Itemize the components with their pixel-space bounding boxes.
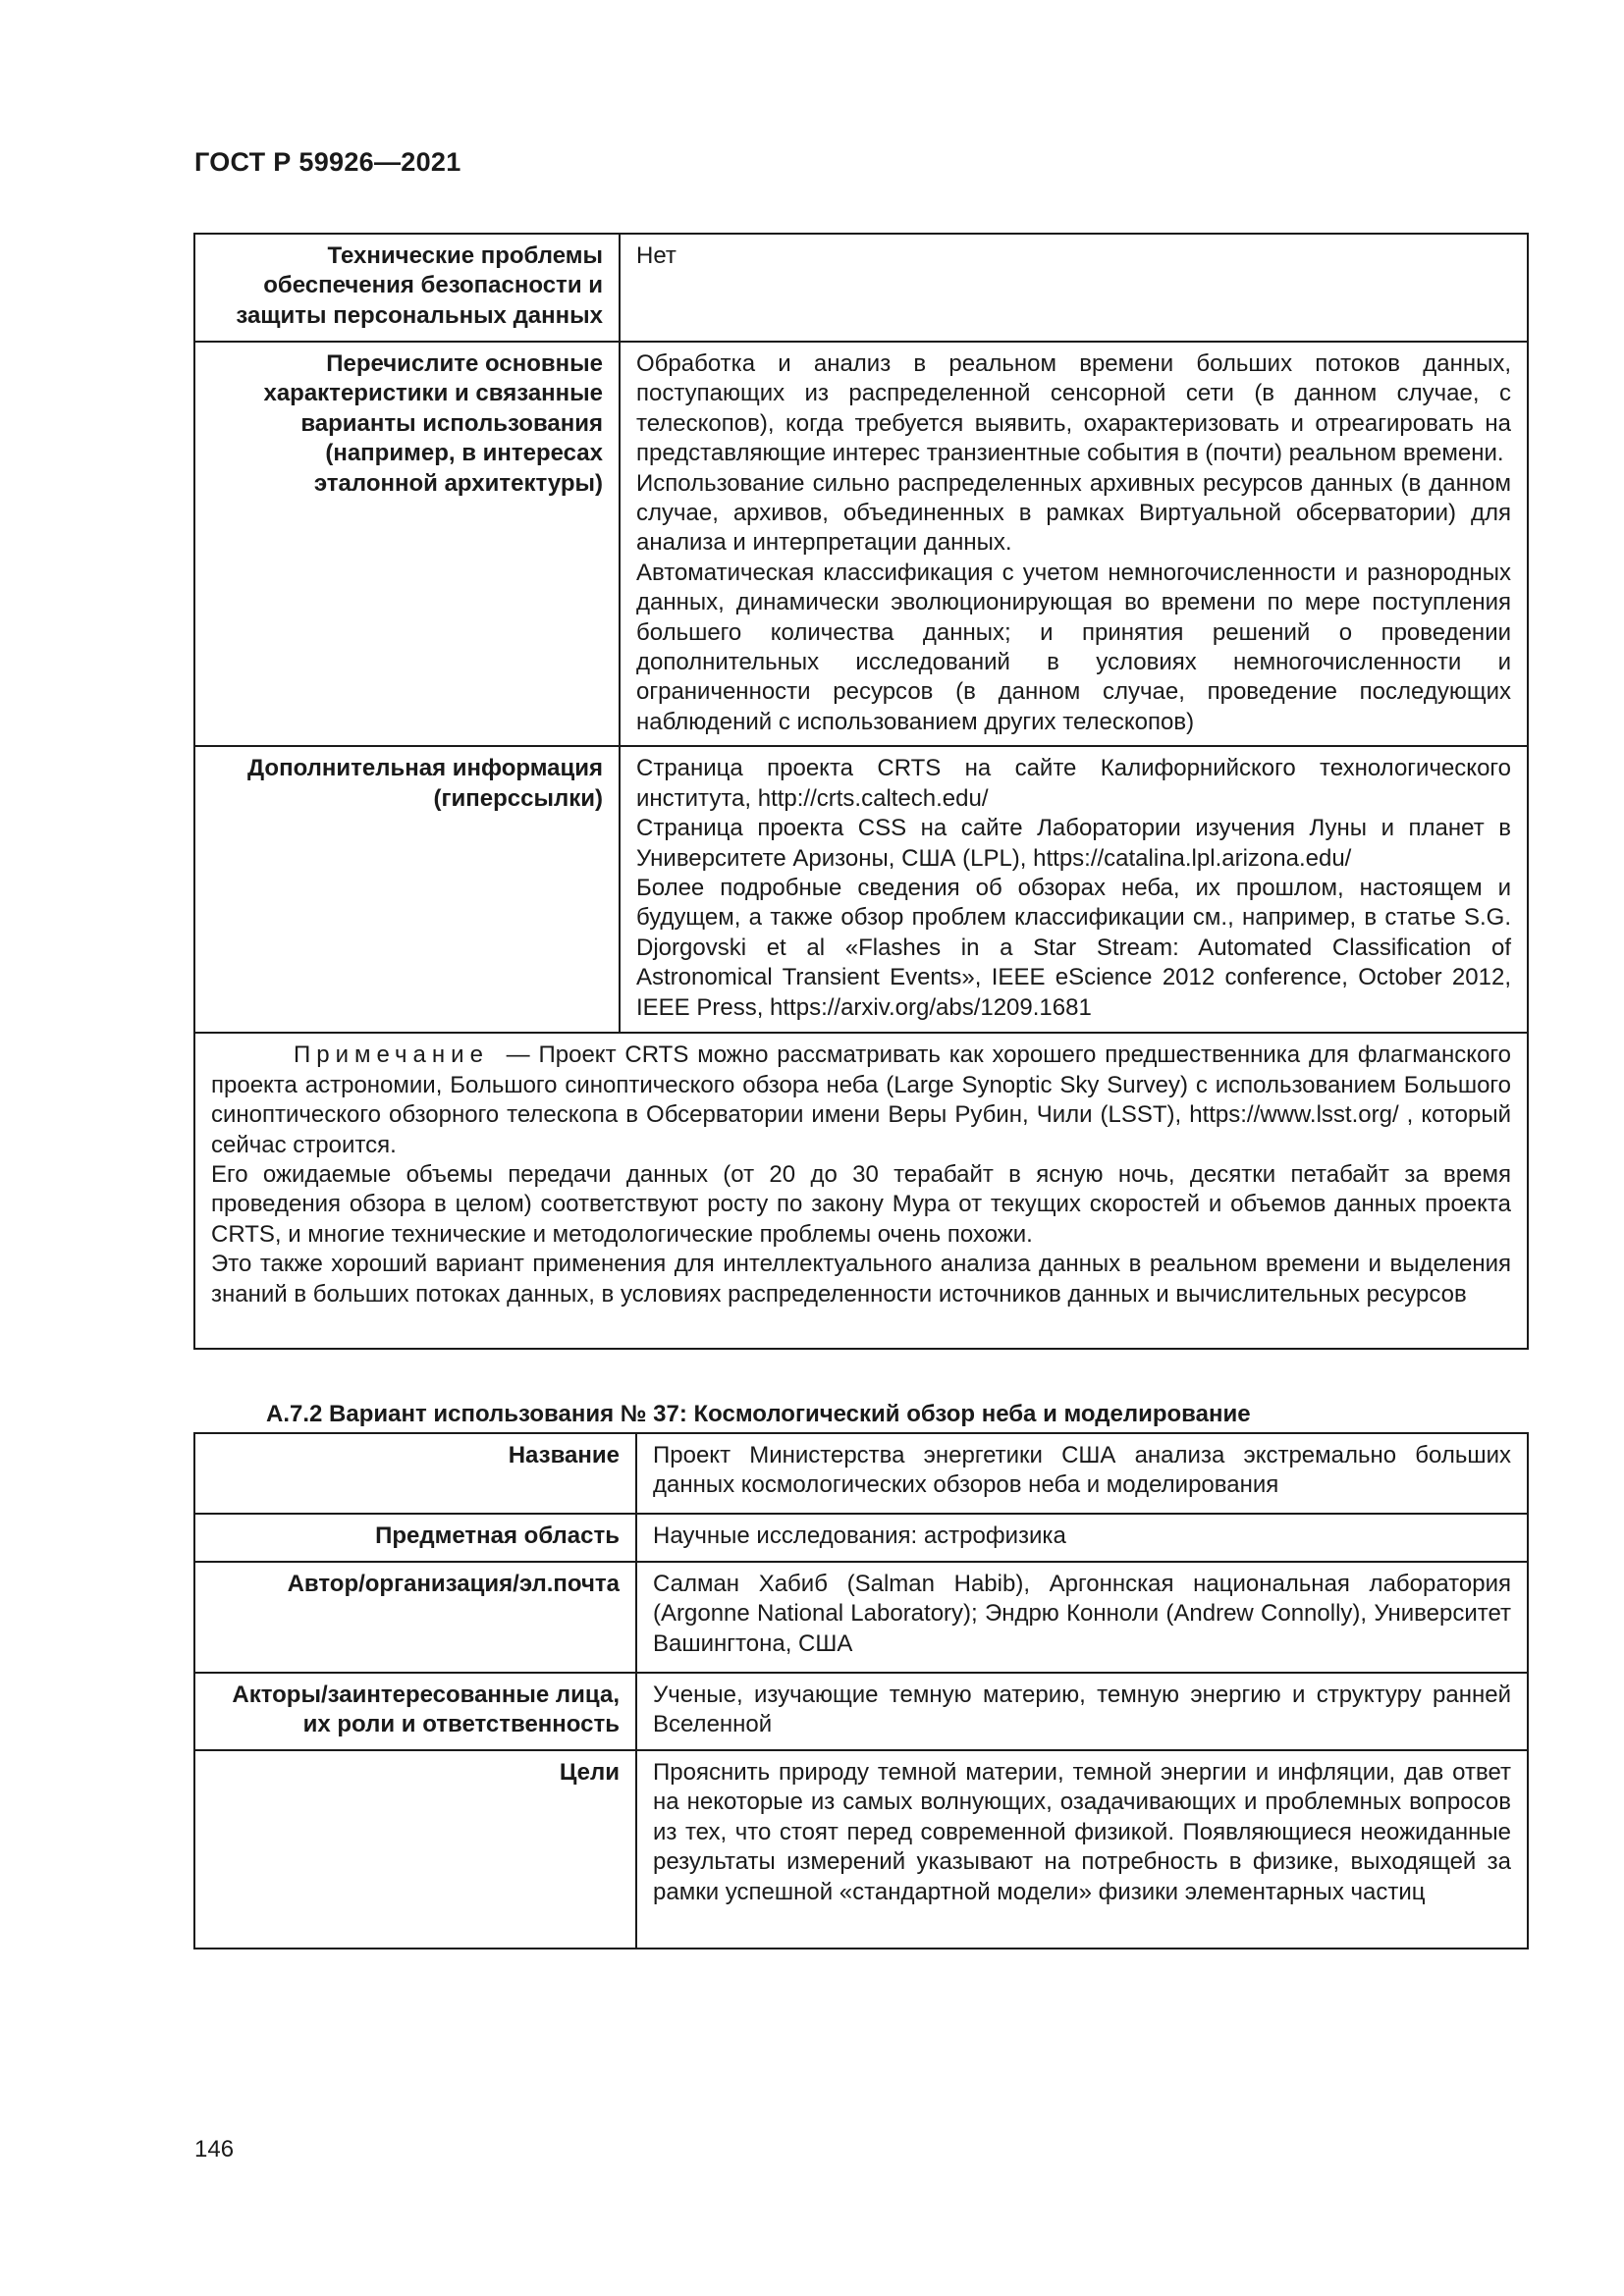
- page-number: 146: [194, 2136, 235, 2163]
- table-row: [194, 1562, 1528, 1673]
- value-paragraph: Нет: [636, 242, 677, 269]
- note-paragraph: Его ожидаемые объемы передачи данных (от 20 до 30 терабайт в ясную ночь, десятки петабайт за время проведения обзора в целом) соответствуют росту по закону Мура от текущих скоростей и объемов данных проекта CRTS, и многие технические и методологические проблемы очень похожи.: [211, 1160, 1511, 1248]
- note-text: — Проект CRTS можно рассматривать как хорошего предшественника для флагманского проекта астрономии, Большого синоптического обзора неба (Large Synoptic Sky Survey) с использованием Большого синоптического обзорного телескопа в Обсерватории имени Веры Рубин, Чили (LSST), https://www.lsst.org/ , который сейчас строится.: [211, 1041, 1511, 1158]
- table-row: [194, 234, 1528, 342]
- row-label-subject-area: Предметная область: [194, 1514, 636, 1562]
- row-value-characteristics: [620, 342, 1528, 746]
- row-value-additional-info: [620, 746, 1528, 1033]
- value-paragraph: Обработка и анализ в реальном времени больших потоков данных, поступающих из распределенной сенсорной сети (в данном случае, с телескопов), когда требуется выявить, охарактеризовать и отреагировать на представляющие интерес транзиентные события в (почти) реальном времени.: [636, 350, 1511, 467]
- row-label-additional-info: Дополнительная информация (гиперссылки): [194, 746, 620, 1033]
- section-title: А.7.2 Вариант использования № 37: Космологический обзор неба и моделирование: [266, 1401, 1251, 1427]
- row-label-characteristics: Перечислите основные характеристики и связанные варианты использования (например, в интересах эталонной архитектуры): [194, 342, 620, 746]
- table-row: [194, 746, 1528, 1033]
- value-paragraph: Использование сильно распределенных архивных ресурсов данных (в данном случае, архивов, объединенных в рамках Виртуальной обсерватории) для анализа и интерпретации данных.: [636, 469, 1511, 557]
- use-case-37-table: [193, 1432, 1529, 1949]
- note-label: Примечание: [294, 1041, 489, 1069]
- row-value-goals: Прояснить природу темной материи, темной энергии и инфляции, дав ответ на некоторые из самых волнующих, озадачивающих и проблемных вопросов из тех, что стоят перед современной физикой. Появляющиеся неожиданные результаты измерений указывают на потребность в физике, выходящей за рамки успешной «стандартной модели» физики элементарных частиц: [636, 1750, 1528, 1949]
- table-row: [194, 342, 1528, 746]
- row-label-goals: Цели: [194, 1750, 636, 1949]
- note-row: [194, 1033, 1528, 1349]
- table-row: [194, 1673, 1528, 1750]
- note-paragraph: Это также хороший вариант применения для интеллектуального анализа данных в реальном времени и выделения знаний в больших потоках данных, в условиях распределенности источников данных и вычислительных ресурсов: [211, 1251, 1511, 1308]
- row-label-author: Автор/организация/эл.почта: [194, 1562, 636, 1673]
- row-value-name: Проект Министерства энергетики США анализа экстремально больших данных космологических обзоров неба и моделирования: [636, 1433, 1528, 1514]
- table-row: [194, 1750, 1528, 1949]
- use-case-table-continued: [193, 233, 1529, 1350]
- document-header: ГОСТ Р 59926—2021: [194, 147, 461, 177]
- row-value-actors: Ученые, изучающие темную материю, темную энергию и структуру ранней Вселенной: [636, 1673, 1528, 1750]
- value-paragraph: Страница проекта CSS на сайте Лаборатории изучения Луны и планет в Университете Аризоны, США (LPL), https://catalina.lpl.arizona.edu/: [636, 815, 1511, 872]
- table-row: [194, 1433, 1528, 1514]
- row-value-subject-area: Научные исследования: астрофизика: [636, 1514, 1528, 1562]
- row-label-security: Технические проблемы обеспечения безопасности и защиты персональных данных: [194, 234, 620, 342]
- value-paragraph: Более подробные сведения об обзорах неба, их прошлом, настоящем и будущем, а также обзор проблем классификации см., например, в статье S.G. Djorgovski et al «Flashes in a Star Stream: Automated Classification of Astronomical Transient Events», IEEE eScience 2012 conference, October 2012, IEEE Press, https://arxiv.org/abs/1209.1681: [636, 874, 1511, 1021]
- row-value-security: [620, 234, 1528, 342]
- value-paragraph: Страница проекта CRTS на сайте Калифорнийского технологического института, http://crts.caltech.edu/: [636, 755, 1511, 812]
- table-note: [194, 1033, 1528, 1349]
- note-paragraph: [211, 1041, 1511, 1160]
- value-paragraph: Автоматическая классификация с учетом немногочисленности и разнородных данных, динамически эволюционирующая во времени по мере поступления большего количества данных; и принятия решений о проведении дополнительных исследований в условиях немногочисленности и ограниченности ресурсов (в данном случае, проведение последующих наблюдений с использованием других телескопов): [636, 559, 1511, 735]
- row-label-name: Название: [194, 1433, 636, 1514]
- row-value-author: Салман Хабиб (Salman Habib), Аргоннская национальная лаборатория (Argonne National Laboratory); Эндрю Конноли (Andrew Connolly), Университет Вашингтона, США: [636, 1562, 1528, 1673]
- table-row: [194, 1514, 1528, 1562]
- row-label-actors: Акторы/заинтересованные лица, их роли и ответственность: [194, 1673, 636, 1750]
